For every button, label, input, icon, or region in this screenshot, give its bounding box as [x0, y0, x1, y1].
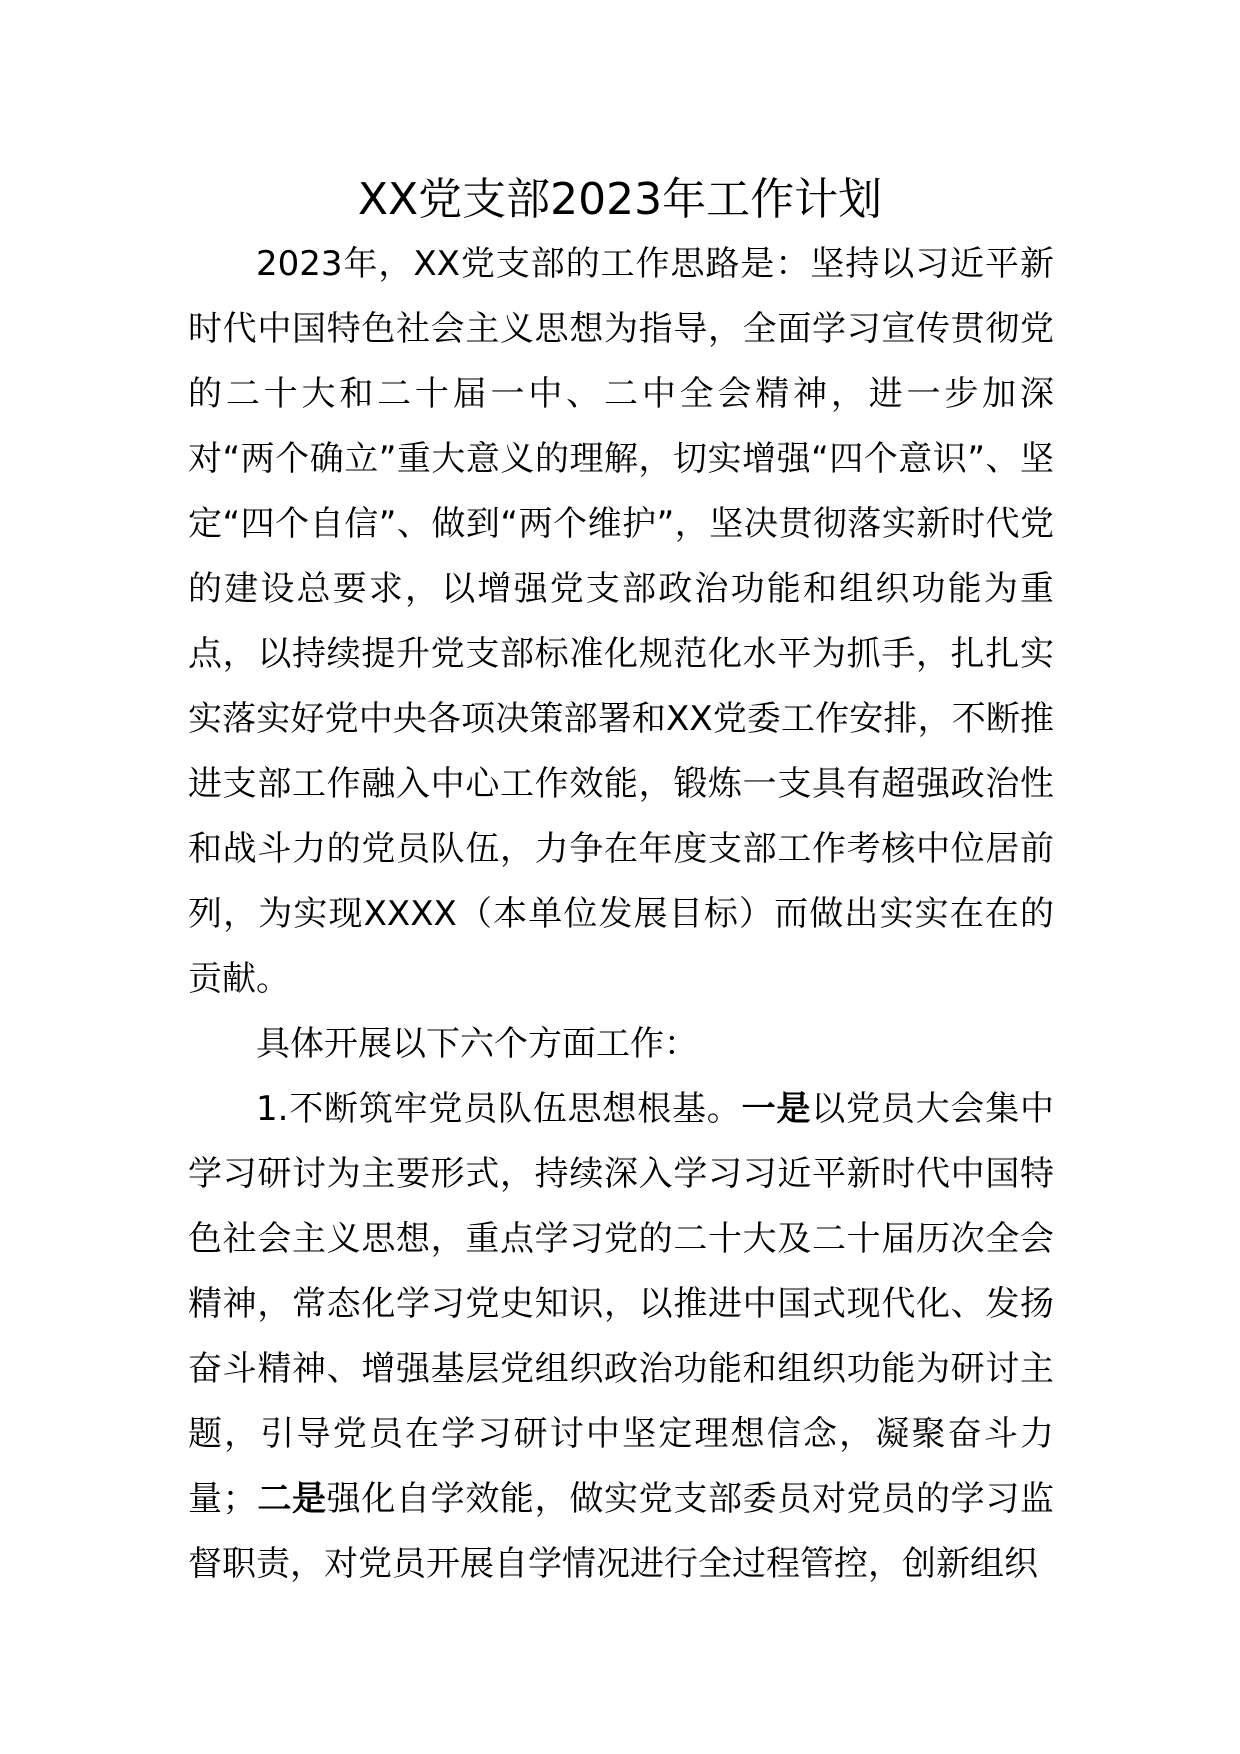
intro-paragraph: 2023年，XX党支部的工作思路是：坚持以习近平新时代中国特色社会主义思想为指导，全面学习宣传贯彻党的二十大和二十届一中、二中全会精神，进一步加深对“两个确立”重大意义的理解，切实增强“四个意识”、坚定“四个自信”、做到“两个维护”，坚决贯彻落实新时代党的建设总要求，以增强党支部政治功能和组织功能为重点，以持续提升党支部标准化规范化水平为抓手，扎扎实实落实好党中央各项决策部署和XX党委工作安排，不断推进支部工作融入中心工作效能，锻炼一支具有超强政治性和战斗力的党员队伍，力争在年度支部工作考核中位居前列，为实现XXXX（本单位发展目标）而做出实实在在的贡献。 [188, 244, 1054, 999]
section-1-heading: 1.不断筑牢党员队伍思想根基。 [256, 1089, 742, 1129]
point-one-label: 一是 [741, 1089, 812, 1129]
point-one-text: 以党员大会集中学习研讨为主要形式，持续深入学习习近平新时代中国特色社会主义思想，重点学习党的二十大及二十届历次全会精神，常态化学习党史知识，以推进中国式现代化、发扬奋斗精神、增强基层党组织政治功能和组织功能为研讨主题，引导党员在学习研讨中坚定理想信念，凝聚奋斗力量； [188, 1089, 1055, 1519]
overview-paragraph: 具体开展以下六个方面工作： [256, 1024, 698, 1064]
point-two-text: 强化自学效能，做实党支部委员对党员的学习监督职责，对党员开展自学情况进行全过程管控，创新组织 [188, 1479, 1055, 1584]
point-two-label: 二是 [256, 1479, 327, 1519]
section-1-paragraph [188, 1077, 1054, 1597]
document-body [188, 232, 1054, 1597]
document-title: XX党支部2023年工作计划 [357, 174, 883, 225]
